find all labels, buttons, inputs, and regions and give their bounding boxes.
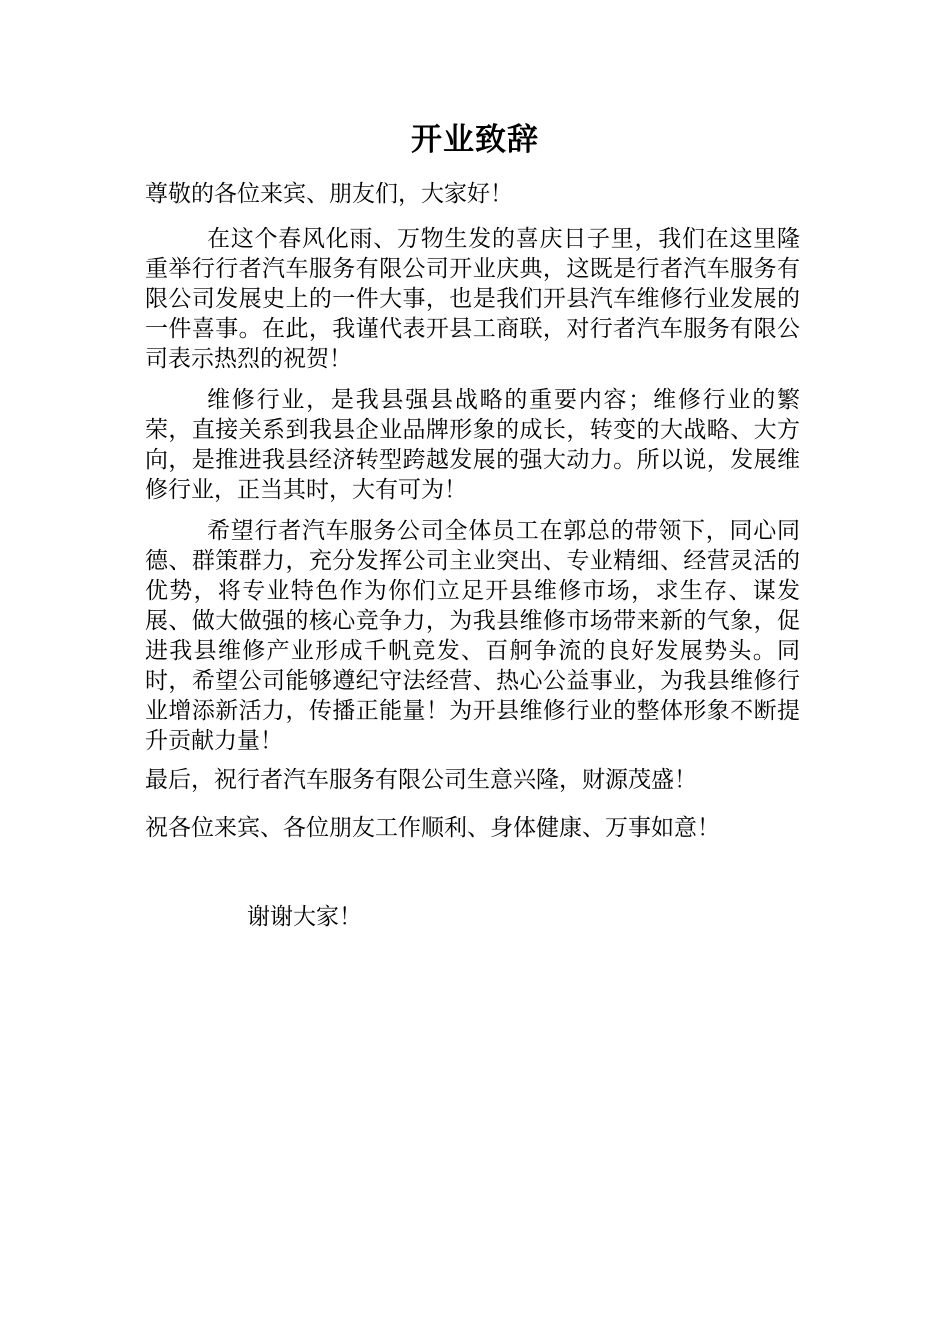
paragraph-industry: 维修行业，是我县强县战略的重要内容；维修行业的繁荣，直接关系到我县企业品牌形象的成长，转变的大战略、大方向，是推进我县经济转型跨越发展的强大动力。所以说，发展维修行业，正当其时，大有可为！ <box>145 387 800 503</box>
closing-wish-guests: 祝各位来宾、各位朋友工作顺利、身体健康、万事如意！ <box>145 815 720 841</box>
document-title: 开业致辞 <box>411 122 539 158</box>
thanks-line: 谢谢大家！ <box>247 904 362 930</box>
paragraph-hopes: 希望行者汽车服务公司全体员工在郭总的带领下，同心同德、群策群力，充分发挥公司主业突出、专业精细、经营灵活的优势，将专业特色作为你们立足开县维修市场，求生存、谋发展、做大做强的核心竞争力，为我县维修市场带来新的气象，促进我县维修产业形成千帆竞发、百舸争流的良好发展势头。同时，希望公司能够遵纪守法经营、热心公益事业，为我县维修行业增添新活力，传播正能量！为开县维修行业的整体形象不断提升贡献力量！ <box>145 518 800 754</box>
closing-wish-company: 最后，祝行者汽车服务有限公司生意兴隆，财源茂盛！ <box>145 767 697 793</box>
greeting-line: 尊敬的各位来宾、朋友们，大家好！ <box>145 181 513 207</box>
paragraph-opening: 在这个春风化雨、万物生发的喜庆日子里，我们在这里隆重举行行者汽车服务有限公司开业庆典，这既是行者汽车服务有限公司发展史上的一件大事，也是我们开县汽车维修行业发展的一件喜事。在此，我谨代表开县工商联，对行者汽车服务有限公司表示热烈的祝贺！ <box>145 226 800 372</box>
